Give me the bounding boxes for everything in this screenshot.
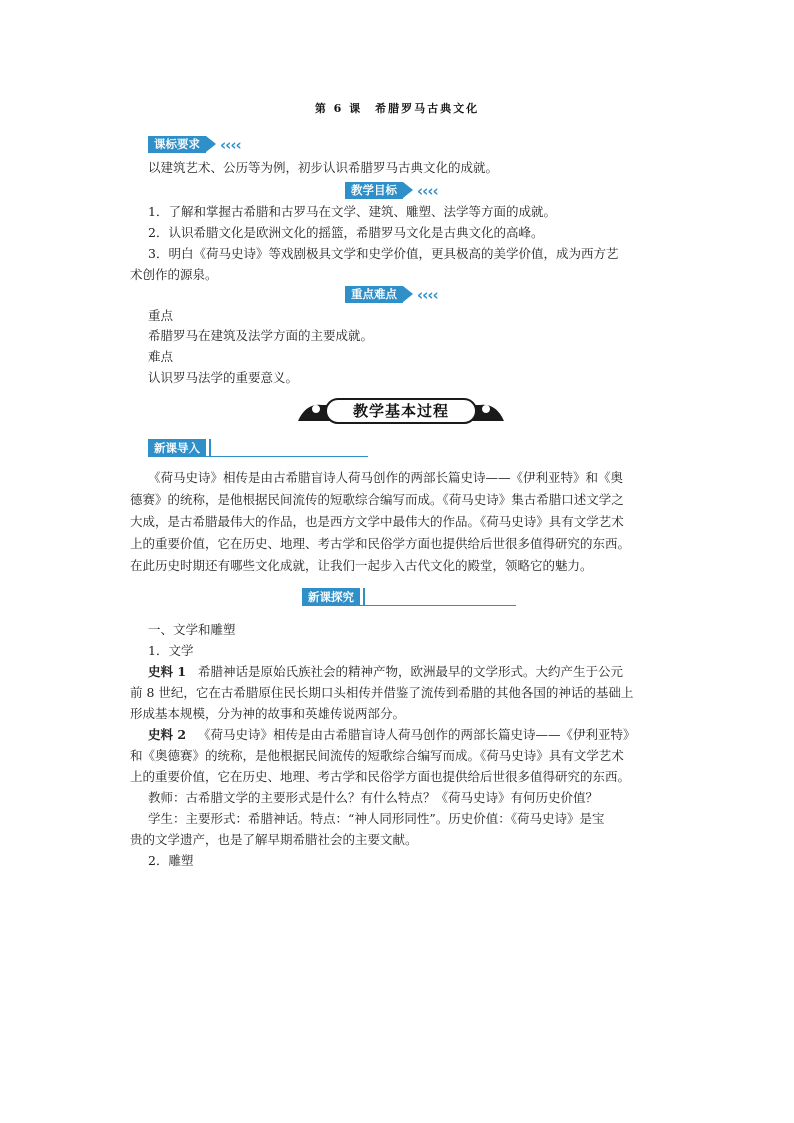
section-badge-mubiao: [345, 182, 438, 199]
section-badge-kebiao: [148, 136, 241, 153]
intro-line: 在此历史时期还有哪些文化成就，让我们一起步入古代文化的殿堂，领略它的魅力。: [130, 558, 593, 573]
badge-label: 教学目标: [345, 182, 403, 199]
key-point-text: 希腊罗马在建筑及法学方面的主要成就。: [148, 328, 374, 343]
source-1-text: 希腊神话是原始氏族社会的精神产物，欧洲最早的文学形式。大约产生于公元: [197, 664, 623, 679]
intro-line: 上的重要价值，它在历史、地理、考古学和民俗学方面也提供给后世很多值得研究的东西。: [130, 536, 631, 551]
source-2-label: 史料 2: [148, 727, 187, 742]
arrows-icon: ‹‹‹‹: [220, 135, 241, 154]
section-badge-zhongdian: [345, 286, 438, 303]
intro-line: 大成，是古希腊最伟大的作品，也是西方文学中最伟大的作品。《荷马史诗》具有文学艺术: [130, 514, 624, 529]
banner-text: 教学基本过程: [352, 402, 449, 420]
source-2-line: 上的重要价值，它在历史、地理、考古学和民俗学方面也提供给后世很多值得研究的东西。: [130, 769, 631, 784]
bar-label: 新课探究: [302, 588, 360, 606]
arrows-icon: ‹‹‹‹: [417, 285, 438, 304]
lesson-title: 第 6 课 希腊罗马古典文化: [314, 102, 480, 115]
goal-item: 2．认识希腊文化是欧洲文化的摇篮，希腊罗马文化是古典文化的高峰。: [148, 225, 544, 240]
key-point-title: 重点: [148, 308, 174, 323]
difficulty-text: 认识罗马法学的重要意义。: [148, 370, 299, 385]
badge-label: 重点难点: [345, 286, 403, 303]
section-bar-daoru: [148, 439, 368, 457]
source-1-line: [148, 662, 623, 682]
student-answer: 学生：主要形式：希腊神话。特点：“神人同形同性”。历史价值：《荷马史诗》是宝: [148, 811, 605, 826]
source-1-line: 前 8 世纪，它在古希腊原住民长期口头相传并借鉴了流传到希腊的其他各国的神话的基础上: [130, 685, 634, 700]
teacher-question: 教师：古希腊文学的主要形式是什么？有什么特点？《荷马史诗》有何历史价值？: [148, 790, 599, 805]
bar-tick: [209, 439, 211, 457]
heading-1: 一、文学和雕塑: [148, 622, 236, 637]
bar-label: 新课导入: [148, 439, 206, 457]
heading-2: 1．文学: [148, 643, 194, 658]
source-2-text: 《荷马史诗》相传是由古希腊盲诗人荷马创作的两部长篇史诗——《伊利亚特》: [197, 727, 636, 742]
source-1-label: 史料 1: [148, 664, 187, 679]
goal-item: 术创作的源泉。: [130, 267, 218, 282]
section-bar-tanjiu: [302, 588, 516, 606]
kebiao-text: 以建筑艺术、公历等为例，初步认识希腊罗马古典文化的成就。: [148, 160, 499, 175]
bar-rule: [302, 605, 516, 606]
bar-tick: [363, 588, 365, 606]
arrows-icon: ‹‹‹‹: [417, 181, 438, 200]
difficulty-title: 难点: [148, 349, 174, 364]
badge-label: 课标要求: [148, 136, 206, 153]
bar-rule: [148, 456, 368, 457]
intro-line: 《荷马史诗》相传是由古希腊盲诗人荷马创作的两部长篇史诗——《伊利亚特》和《奥: [148, 470, 624, 485]
source-1-line: 形成基本规模，分为神的故事和英雄传说两部分。: [130, 706, 406, 721]
heading-3: 2．雕塑: [148, 853, 194, 868]
student-answer: 贵的文学遗产，也是了解早期希腊社会的主要文献。: [130, 832, 418, 847]
source-2-line: 和《奥德赛》的统称，是他根据民间流传的短歌综合编写而成。《荷马史诗》具有文学艺术: [130, 748, 624, 763]
goal-item: 3．明白《荷马史诗》等戏剧极具文学和史学价值，更具极高的美学价值，成为西方艺: [148, 246, 619, 261]
intro-line: 德赛》的统称，是他根据民间流传的短歌综合编写而成。《荷马史诗》集古希腊口述文学之: [130, 492, 624, 507]
source-2-line: [148, 725, 636, 745]
process-banner: [296, 395, 506, 425]
goal-item: 1．了解和掌握古希腊和古罗马在文学、建筑、雕塑、法学等方面的成就。: [148, 204, 556, 219]
